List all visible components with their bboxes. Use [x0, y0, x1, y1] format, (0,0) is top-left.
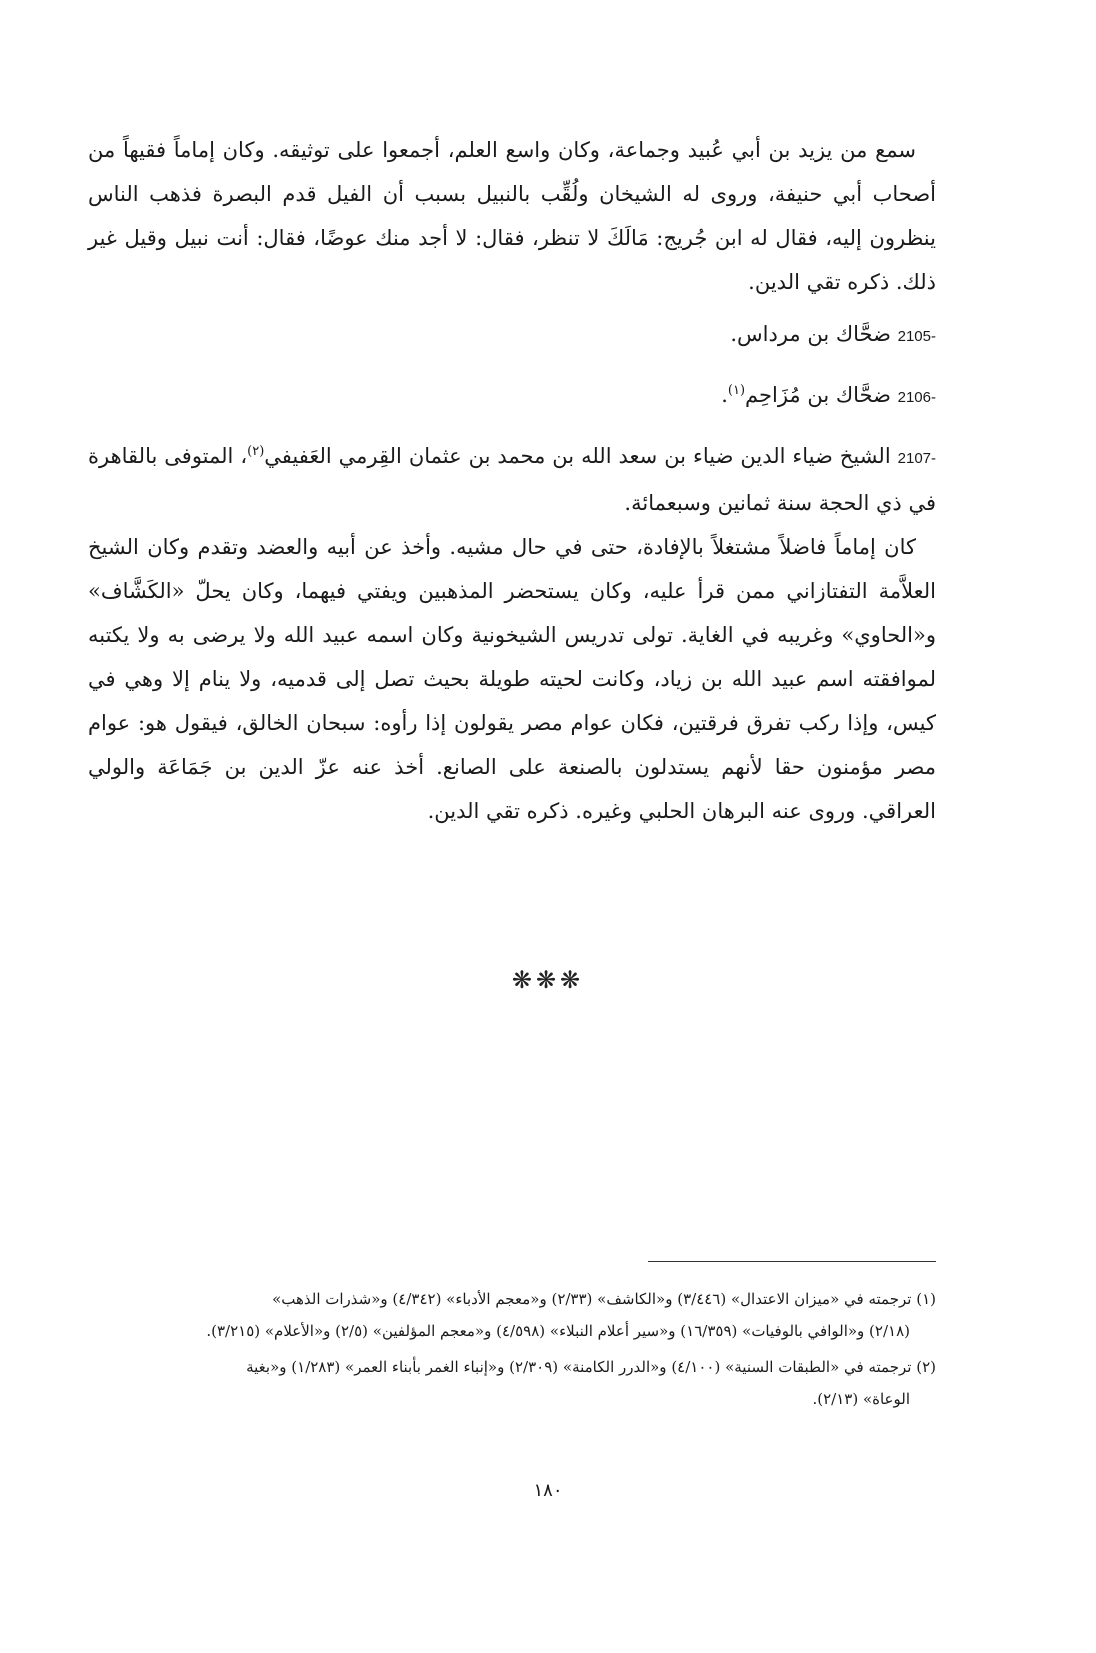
page-number: ١٨٠ [533, 1480, 563, 1501]
entry-text: ضحَّاك بن مُزَاحِم [745, 383, 891, 407]
footnote-1 [88, 1283, 936, 1347]
footnote-continuation: الوعاة» (٢/١٣). [812, 1390, 910, 1408]
entry-2107 [88, 434, 936, 525]
body-text [88, 128, 936, 833]
footnote-2 [88, 1351, 936, 1415]
entry-tail: . [721, 383, 728, 407]
footnote-marker: (١) [916, 1290, 936, 1308]
intro-paragraph: سمع من يزيد بن أبي عُبيد وجماعة، وكان واسع العلم، أجمعوا على توثيقه. وكان إماماً فقيهاً من أصحاب أبي حنيفة، وروى له الشيخان ولُقِّب بالنبيل بسبب أن الفيل قدم البصرة فذهب الناس ينظرون إليه، فقال له ابن جُريج: مَالَكَ لا تنظر، فقال: لا أجد منك عوضًا، فقال: أنت نبيل وقيل غير ذلك. ذكره تقي الدين. [88, 138, 936, 294]
footnote-reference[interactable]: (٢) [247, 444, 265, 459]
entry-text: الشيخ ضياء الدين ضياء بن سعد الله بن محمد بن عثمان القِرمي العَفيفي [264, 444, 891, 468]
footnote-continuation: (٢/١٨) و«الوافي بالوفيات» (١٦/٣٥٩) و«سير أعلام النبلاء» (٤/٥٩٨) و«معجم المؤلفين» (٢/٥) و«الأعلام» (٣/٢١٥). [206, 1322, 910, 1340]
entry-2105 [88, 312, 936, 359]
entry-2106 [88, 373, 936, 420]
entry-number: 2106- [897, 389, 936, 406]
entry-text: ضحَّاك بن مرداس. [730, 322, 891, 346]
entry-number: 2105- [897, 328, 936, 345]
footnote-reference[interactable]: (١) [727, 383, 746, 398]
footnote-text: ترجمته في «ميزان الاعتدال» (٣/٤٤٦) و«الكاشف» (٢/٣٣) و«معجم الأدباء» (٤/٣٤٢) و«شذرات الذهب» [272, 1290, 912, 1308]
footnote-divider [648, 1261, 936, 1262]
section-ornament: ❋❋❋ [511, 966, 585, 994]
biography-paragraph: كان إماماً فاضلاً مشتغلاً بالإفادة، حتى في حال مشيه. وأخذ عن أبيه والعضد وتقدم وكان الشيخ العلاَّمة التفتازاني ممن قرأ عليه، وكان يستحضر المذهبين ويفتي فيهما، وكان يحلّ «الكَشَّاف» و«الحاوي» وغريبه في الغاية. تولى تدريس الشيخونية وكان اسمه عبيد الله ولا يرضى به ولا يكتبه لموافقته اسم عبيد الله بن زياد، وكانت لحيته طويلة بحيث تصل إلى قدميه، ولا ينام إلا وهي في كيس، وإذا ركب تفرق فرقتين، فكان عوام مصر يقولون إذا رأوه: سبحان الخالق، فيقول هو: عوام مصر مؤمنون حقا لأنهم يستدلون بالصنعة على الصانع. أخذ عنه عزّ الدين بن جَمَاعَة والولي العراقي. وروى عنه البرهان الحلبي وغيره. ذكره تقي الدين. [88, 535, 936, 823]
entry-tail: ، المتوفى بالقاهرة في ذي الحجة سنة ثمانين وسبعمائة. [88, 444, 936, 515]
footnotes [88, 1283, 936, 1419]
footnote-marker: (٢) [916, 1358, 936, 1376]
entry-number: 2107- [897, 450, 937, 467]
footnote-text: ترجمته في «الطبقات السنية» (٤/١٠٠) و«الدرر الكامنة» (٢/٣٠٩) و«إنباء الغمر بأبناء العمر» (١/٢٨٣) و«بغية [246, 1358, 912, 1376]
